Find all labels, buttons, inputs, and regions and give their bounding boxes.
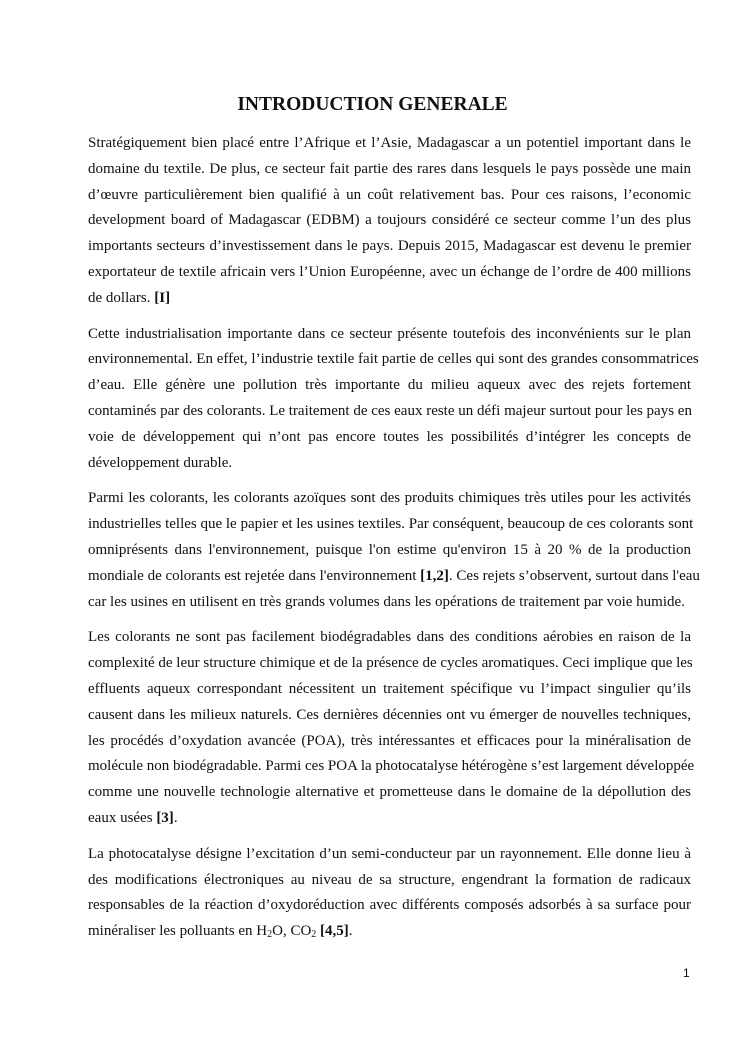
text-line (88, 234, 691, 260)
text-line (88, 157, 691, 183)
text-line (88, 893, 691, 919)
citation: [I] (154, 289, 171, 306)
text-segment: effluents aqueux correspondant nécessitent un traitement spécifique vu l’impact singulier qu’ils (88, 680, 691, 697)
text-segment: complexité de leur structure chimique et de la présence de cycles aromatiques. Ceci implique que les (88, 655, 693, 672)
text-segment: Les colorants ne sont pas facilement biodégradables dans des conditions aérobies en raison de la (88, 629, 691, 646)
text-segment: domaine du textile. De plus, ce secteur fait partie des rares dans lesquels le pays possède une main (88, 160, 691, 177)
text-segment: exportateur de textile africain vers l’Union Européenne, avec un échange de l’ordre de 400 millions (88, 263, 691, 280)
text-segment: importants secteurs d’investissement dans le pays. Depuis 2015, Madagascar est devenu le premier (88, 238, 691, 255)
citation: [1,2] (420, 567, 449, 584)
text-line (88, 347, 699, 373)
text-segment: minéraliser les polluants en H (88, 923, 268, 940)
text-segment: Cette industrialisation importante dans ce secteur présente toutefois des inconvénients sur le plan (88, 325, 691, 342)
paragraph (88, 322, 699, 477)
citation: [3] (156, 809, 174, 826)
text-segment: environnemental. En effet, l’industrie textile fait partie de celles qui sont des grandes consommatrices (88, 351, 699, 368)
text-segment: car les usines en utilisent en très grands volumes dans les opérations de traitement par voie humide. (88, 593, 685, 610)
text-segment: . (348, 923, 353, 940)
text-segment: contaminés par des colorants. Le traitement de ces eaux reste un défi majeur surtout pour les pays en (88, 402, 692, 419)
paragraph (88, 842, 691, 945)
text-line (88, 131, 691, 157)
text-line (88, 512, 694, 538)
text-segment: . Ces rejets s’observent, surtout dans l'eau (448, 567, 700, 584)
document-body (88, 131, 700, 955)
text-segment: industrielles telles que le papier et les usines textiles. Par conséquent, beaucoup de ces colorants sont (88, 516, 694, 533)
text-line (88, 451, 691, 477)
text-segment: . (173, 809, 178, 826)
text-line (88, 842, 691, 868)
text-line (88, 373, 691, 399)
text-line (88, 260, 691, 286)
text-line (88, 425, 691, 451)
text-segment: O, CO (272, 923, 312, 940)
text-segment: comme une nouvelle technologie alternative et prometteuse dans le domaine de la dépollution des (88, 784, 691, 801)
text-segment: mondiale de colorants est rejetée dans l'environnement (88, 567, 421, 584)
text-line (88, 625, 691, 651)
text-line (88, 677, 691, 703)
text-segment: des modifications électroniques au niveau de sa structure, engendrant la formation de radicaux (88, 871, 691, 888)
text-segment: molécule non biodégradable. Parmi ces POA la photocatalyse hétérogène s’est largement développée (88, 758, 695, 775)
text-segment: les procédés d’oxydation avancée (POA), très intéressantes et efficaces pour la minéralisation de (88, 732, 691, 749)
text-line (88, 208, 691, 234)
text-segment: La photocatalyse désigne l’excitation d’un semi-conducteur par un rayonnement. Elle donne lieu à (88, 845, 691, 862)
text-line (88, 729, 691, 755)
text-line (88, 780, 691, 806)
text-line (88, 564, 700, 590)
text-line (88, 286, 691, 312)
text-line (88, 703, 691, 729)
text-line (88, 754, 695, 780)
text-segment: development board of Madagascar (EDBM) a toujours considéré ce secteur comme l’un des plus (88, 212, 691, 229)
text-line (88, 919, 691, 945)
page-title: INTRODUCTION GENERALE (237, 94, 508, 115)
text-line (88, 322, 691, 348)
text-segment: responsables de la réaction d’oxydoréduction avec différents composés adsorbés à sa surface pour (88, 897, 691, 914)
paragraph (88, 625, 695, 831)
text-segment: d’œuvre particulièrement bien qualifié à un coût relativement bas. Pour ces raisons, l’economic (88, 186, 691, 203)
text-segment: causent dans les milieux naturels. Ces dernières décennies ont vu émerger de nouvelles techniques, (88, 706, 691, 723)
text-line (88, 868, 691, 894)
text-line (88, 399, 691, 425)
text-line (88, 183, 691, 209)
text-line (88, 486, 691, 512)
page-number: 1 (683, 966, 690, 980)
text-segment: de dollars. (88, 289, 155, 306)
text-segment: Stratégiquement bien placé entre l’Afrique et l’Asie, Madagascar a un potentiel important dans le (88, 135, 691, 151)
text-segment: développement durable. (88, 454, 233, 471)
text-segment: omniprésents dans l'environnement, puisque l'on estime qu'environ 15 à 20 % de la production (88, 541, 691, 558)
paragraph (88, 486, 700, 615)
text-line (88, 651, 691, 677)
text-segment: eaux usées (88, 809, 157, 826)
text-line (88, 806, 691, 832)
subscript: 2 (311, 929, 317, 941)
text-line (88, 590, 691, 616)
text-line (88, 538, 691, 564)
text-segment: d’eau. Elle génère une pollution très importante du milieu aqueux avec des rejets fortement (88, 377, 691, 394)
citation: [4,5] (320, 923, 349, 940)
text-segment: Parmi les colorants, les colorants azoïques sont des produits chimiques très utiles pour les activités (88, 490, 691, 507)
paragraph (88, 131, 691, 312)
text-segment: voie de développement qui n’ont pas encore toutes les possibilités d’intégrer les concepts de (88, 428, 691, 445)
subscript: 2 (267, 929, 273, 941)
